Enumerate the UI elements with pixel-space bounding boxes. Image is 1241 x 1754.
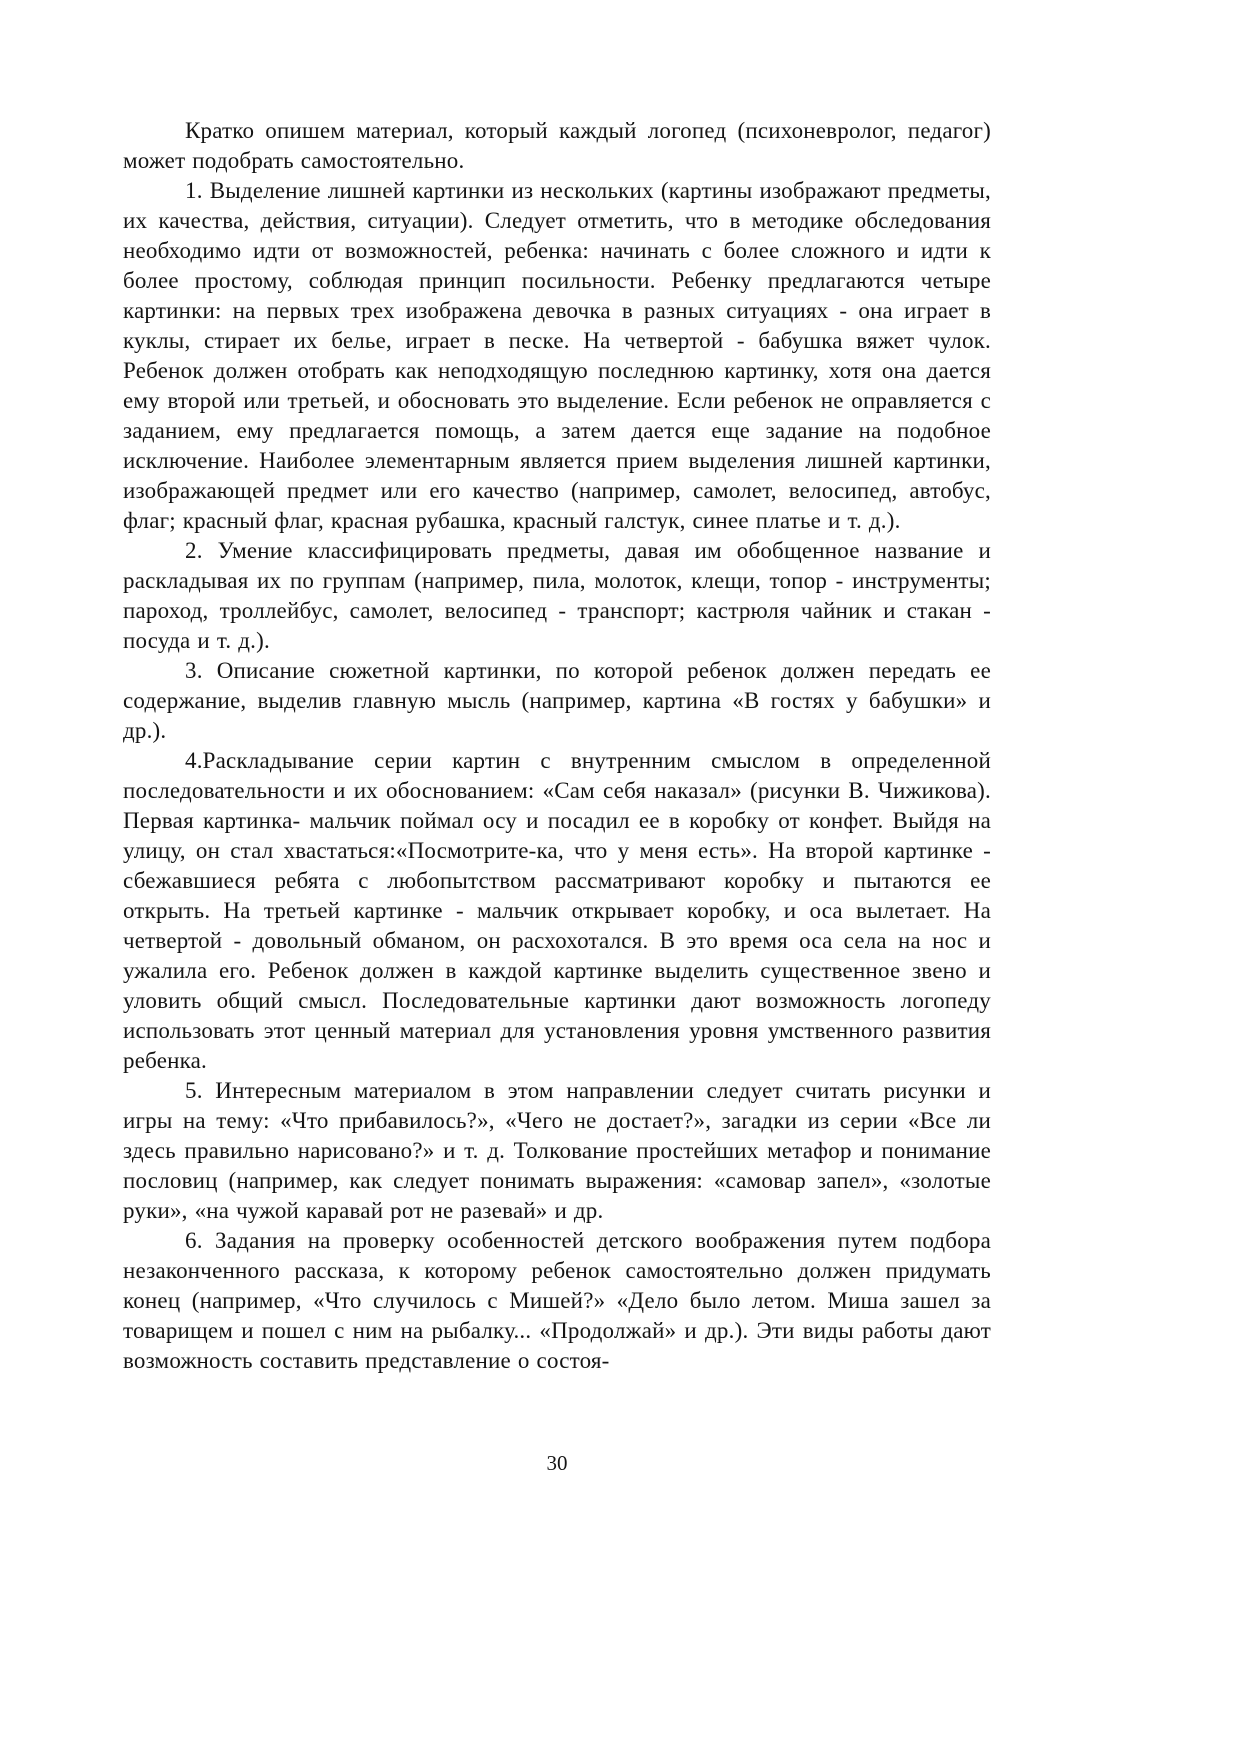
paragraph-intro: Кратко опишем материал, который каждый логопед (психоневролог, педагог) может подобрать самостоятельно. (123, 118, 991, 173)
page-body-text (123, 116, 991, 1376)
page-number: 30 (546, 1451, 568, 1475)
paragraph-item-4: 4.Раскладывание серии картин с внутренним смыслом в определенной последовательности и их обоснованием: «Сам себя наказал» (рисунки В. Чижикова). Первая картинка- мальчик поймал осу и посадил ее в коробку от конфет. Выйдя на улицу, он стал хвастаться:«Посмотрите-ка, что у меня есть». На второй картинке - сбежавшиеся ребята с любопытством рассматривают коробку и пытаются ее открыть. На третьей картинке - мальчик открывает коробку, и оса вылетает. На четвертой - довольный обманом, он расхохотался. В это время оса села на нос и ужалила его. Ребенок должен в каждой картинке выделить существенное звено и уловить общий смысл. Последовательные картинки дают возможность логопеду использовать этот ценный материал для установления уровня умственного развития ребенка. (123, 748, 991, 1073)
paragraph-item-6: 6. Задания на проверку особенностей детского воображения путем подбора незаконченного рассказа, к которому ребенок самостоятельно должен придумать конец (например, «Что случилось с Мишей?» «Дело было летом. Миша зашел за товарищем и пошел с ним на рыбалку... «Продолжай» и др.). Эти виды работы дают возможность составить представление о состоя- (123, 1228, 991, 1373)
paragraph-item-5: 5. Интересным материалом в этом направлении следует считать рисунки и игры на тему: «Что прибавилось?», «Чего не достает?», загадки из серии «Все ли здесь правильно нарисовано?» и т. д. Толкование простейших метафор и понимание пословиц (например, как следует понимать выражения: «самовар запел», «золотые руки», «на чужой каравай рот не разевай» и др. (123, 1078, 991, 1223)
paragraph-item-1: 1. Выделение лишней картинки из нескольких (картины изображают предметы, их качества, действия, ситуации). Следует отметить, что в методике обследования необходимо идти от возможностей, ребенка: начинать с более сложного и идти к более простому, соблюдая принцип посильности. Ребенку предлагаются четыре картинки: на первых трех изображена девочка в разных ситуациях - она играет в куклы, стирает их белье, играет в песке. На четвертой - бабушка вяжет чулок. Ребенок должен отобрать как неподходящую последнюю картинку, хотя она дается ему второй или третьей, и обосновать это выделение. Если ребенок не оправляется с заданием, ему предлагается помощь, а затем дается еще задание на подобное исключение. Наиболее элементарным является прием выделения лишней картинки, изображающей предмет или его качество (например, самолет, велосипед, автобус, флаг; красный флаг, красная рубашка, красный галстук, синее платье и т. д.). (123, 178, 991, 533)
paragraph-item-2: 2. Умение классифицировать предметы, давая им обобщенное название и раскладывая их по группам (например, пила, молоток, клещи, топор - инструменты; пароход, троллейбус, самолет, велосипед - транспорт; кастрюля чайник и стакан - посуда и т. д.). (123, 538, 991, 653)
paragraph-item-3: 3. Описание сюжетной картинки, по которой ребенок должен передать ее содержание, выделив главную мысль (например, картина «В гостях у бабушки» и др.). (123, 658, 991, 743)
